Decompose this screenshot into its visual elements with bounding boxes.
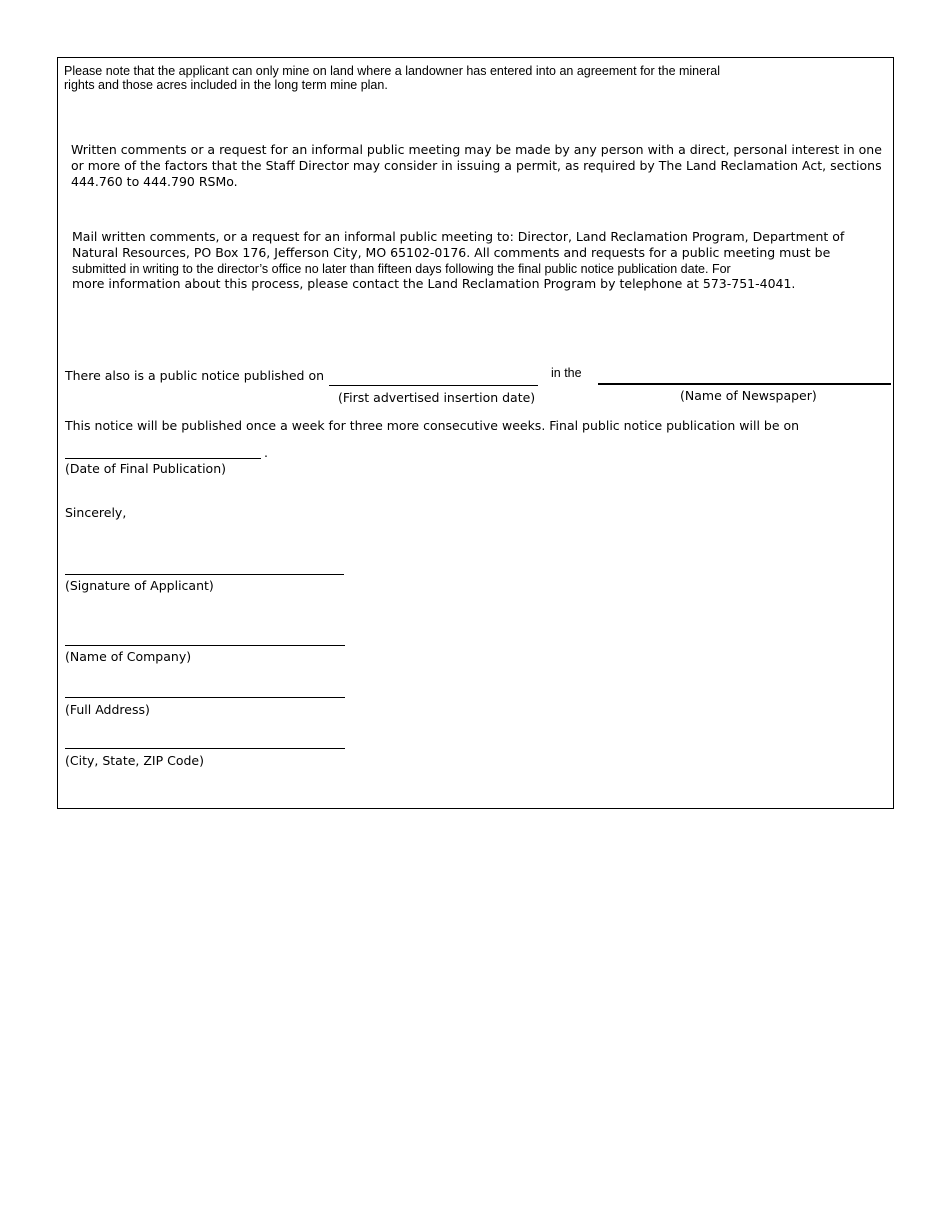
mail-line-2: Natural Resources, PO Box 176, Jefferson City, MO 65102-0176. All comments and requests for a public meeting must be bbox=[72, 245, 831, 260]
address-caption: (Full Address) bbox=[65, 702, 150, 717]
published-on-label: There also is a public notice published on bbox=[65, 368, 325, 383]
comments-line-1: Written comments or a request for an informal public meeting may be made by any person with a direct, personal interest in one bbox=[71, 142, 882, 157]
note-line-1: Please note that the applicant can only mine on land where a landowner has entered into an agreement for the mineral bbox=[64, 64, 720, 78]
final-date-caption: (Date of Final Publication) bbox=[65, 461, 227, 476]
first-date-caption: (First advertised insertion date) bbox=[338, 390, 536, 405]
mail-line-1: Mail written comments, or a request for an informal public meeting to: Director, Land Reclamation Program, Department of bbox=[72, 229, 845, 244]
note-line-2: rights and those acres included in the long term mine plan. bbox=[64, 78, 388, 92]
final-publication-date-field[interactable] bbox=[65, 458, 261, 459]
first-insertion-date-field[interactable] bbox=[329, 385, 538, 386]
company-caption: (Name of Company) bbox=[65, 649, 192, 664]
city-caption: (City, State, ZIP Code) bbox=[65, 753, 204, 768]
signature-field[interactable] bbox=[65, 574, 344, 575]
mail-line-3: submitted in writing to the director’s office no later than fifteen days following the final public notice publication date. For bbox=[72, 262, 731, 276]
signature-caption: (Signature of Applicant) bbox=[65, 578, 214, 593]
period-mark: . bbox=[264, 445, 268, 460]
comments-line-3: 444.760 to 444.790 RSMo. bbox=[71, 174, 238, 189]
full-address-field[interactable] bbox=[65, 697, 345, 698]
mail-line-4: more information about this process, please contact the Land Reclamation Program by telephone at 573-751-4041. bbox=[72, 276, 796, 291]
weekly-notice-text: This notice will be published once a week for three more consecutive weeks. Final public notice publication will be on bbox=[65, 418, 800, 433]
in-the-label: in the bbox=[551, 366, 582, 380]
newspaper-name-field[interactable] bbox=[598, 383, 891, 385]
newspaper-caption: (Name of Newspaper) bbox=[680, 388, 817, 403]
comments-line-2: or more of the factors that the Staff Director may consider in issuing a permit, as required by The Land Reclamation Act, sections bbox=[71, 158, 882, 173]
company-name-field[interactable] bbox=[65, 645, 345, 646]
sincerely-text: Sincerely, bbox=[65, 505, 127, 520]
city-state-zip-field[interactable] bbox=[65, 748, 345, 749]
